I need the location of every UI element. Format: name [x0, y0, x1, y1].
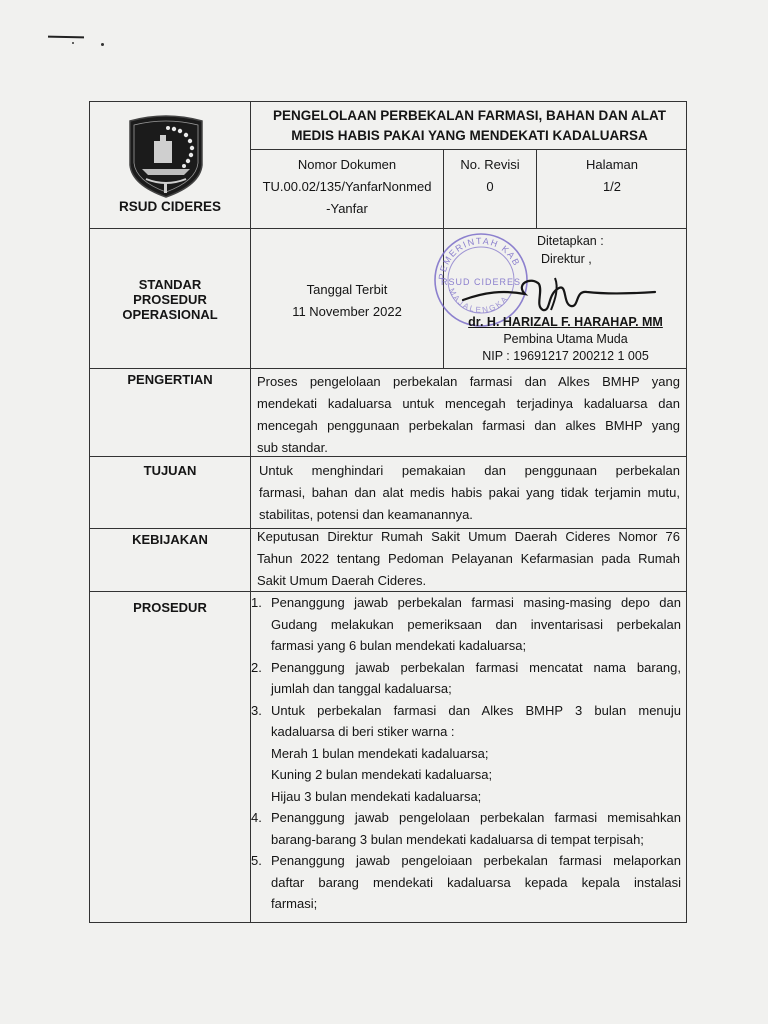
doc-number-value: TU.00.02/135/YanfarNonmed [262, 179, 432, 194]
step-number: 3. [251, 702, 262, 718]
procedure-step [251, 700, 681, 808]
hospital-name: RSUD CIDERES [118, 199, 221, 214]
step-line: farmasi yang 6 bulan mendekati kadaluarsa; [271, 638, 527, 653]
director-signature [455, 270, 665, 316]
step-number: 2. [251, 659, 262, 675]
row-divider [90, 368, 687, 369]
step-number: 5. [251, 853, 262, 868]
row-divider [250, 149, 687, 150]
step-line: kadaluarsa di beri stiker warna : [271, 724, 455, 739]
prosedur-list [251, 592, 681, 915]
set-role-text: Direktur , [541, 252, 592, 266]
set-by-text: Ditetapkan : [537, 234, 604, 248]
revision-cell [444, 154, 536, 198]
step-line: Merah 1 bulan mendekati kadaluarsa; [271, 745, 489, 761]
issue-date: 11 November 2022 [292, 304, 402, 319]
sop-table [89, 101, 687, 923]
stamp-text: RSUD CIDERES [440, 277, 522, 287]
sop-label-line: OPERASIONAL [122, 307, 218, 322]
text-line: Proses pengelolaan perbekalan farmasi dan Alkes BMHP yang [257, 374, 680, 389]
title-line: PENGELOLAAN PERBEKALAN FARMASI, BAHAN DAN ALAT [273, 108, 666, 123]
step-line: Kuning 2 bulan mendekati kadaluarsa; [271, 767, 493, 782]
tujuan-label: TUJUAN [143, 463, 197, 478]
text-line: Sakit Umum Daerah Cideres. [257, 573, 427, 588]
step-line: Hijau 3 bulan mendekati kadaluarsa; [271, 788, 482, 804]
stamp-text: MAJALENGKA [446, 286, 511, 315]
step-line: jumlah dan tanggal kadaluarsa; [271, 681, 452, 696]
sop-label-line: STANDAR [138, 277, 202, 292]
issue-cell [251, 279, 443, 323]
revision-label: No. Revisi [460, 157, 520, 172]
text-line: stabilitas, potensi dan keamanannya. [259, 507, 473, 522]
step-line: Penanggung jawab perbekalan farmasi masing-masing depo dan [271, 595, 681, 610]
set-by [537, 232, 617, 268]
director-rank: Pembina Utama Muda [503, 332, 628, 346]
ink-dot [101, 43, 104, 46]
hospital-logo [124, 113, 208, 199]
step-line: Penanggung jawab pengeloiaan perbekalan farmasi melaporkan [271, 853, 681, 868]
doc-number-cell [251, 154, 443, 220]
page-cell [537, 154, 687, 198]
kebijakan-label: KEBIJAKAN [132, 532, 208, 547]
page-label: Halaman [585, 157, 639, 172]
text-line: Tahun 2022 tentang Pedoman Pelayanan Kefarmasian pada Rumah [257, 551, 680, 566]
text-line: mencegah penggunaan perbekalan farmasi dan alkes BMHP yang [257, 418, 680, 433]
step-number: 1. [251, 595, 262, 610]
step-number: 4. [251, 810, 262, 825]
text-line: mendekati kadaluarsa untuk mencegah terjadinya kadaluarsa dan [257, 396, 680, 411]
revision-value: 0 [486, 179, 494, 194]
sop-label [90, 277, 250, 322]
text-line: Untuk menghindari pemakaian dan penggunaan perbekalan [259, 463, 680, 478]
text-line: sub standar. [257, 440, 328, 455]
row-divider [90, 228, 687, 229]
step-line: Penanggung jawab pengelolaan perbekalan farmasi memisahkan [271, 810, 681, 825]
pengertian-label: PENGERTIAN [127, 372, 213, 387]
director-nip: NIP : 19691217 200212 1 005 [482, 349, 649, 363]
doc-number-label: Nomor Dokumen [297, 157, 397, 172]
director-name: dr. H. HARIZAL F. HARAHAP. MM [468, 315, 663, 329]
step-line: daftar barang mendekati kadaluarsa kepada kepala instalasi [271, 874, 681, 890]
document-title [251, 106, 688, 146]
procedure-step [251, 592, 681, 657]
tujuan-text [259, 460, 680, 526]
doc-number-value: -Yanfar [326, 201, 368, 216]
page-value: 1/2 [602, 179, 622, 194]
step-line: barang-barang 3 bulan mendekati kadaluarsa di tempat terpisah; [271, 831, 644, 847]
pengertian-text [257, 371, 680, 459]
text-line: Keputusan Direktur Rumah Sakit Umum Daerah Cideres Nomor 76 [257, 529, 680, 544]
procedure-step [251, 657, 681, 700]
text-line: farmasi, bahan dan alat medis habis pakai yang tidak terjamin mutu, [259, 485, 680, 500]
procedure-step [251, 850, 681, 915]
prosedur-label: PROSEDUR [133, 600, 207, 615]
issue-label: Tanggal Terbit [306, 282, 388, 297]
ink-dot [72, 42, 74, 44]
step-line: Untuk perbekalan farmasi dan Alkes BMHP 3 bulan menuju [271, 702, 681, 718]
step-line: Gudang melakukan pemeriksaan dan inventarisasi perbekalan [271, 616, 681, 632]
title-line: MEDIS HABIS PAKAI YANG MENDEKATI KADALUARSA [291, 128, 648, 143]
step-line: Penanggung jawab perbekalan farmasi mencatat nama barang, [271, 659, 681, 675]
procedure-step [251, 807, 681, 850]
sop-label-line: PROSEDUR [133, 292, 207, 307]
pen-mark [48, 36, 84, 39]
step-line: farmasi; [271, 896, 318, 911]
stamp-text: PEMERINTAH KAB [436, 235, 523, 281]
kebijakan-text [257, 526, 680, 592]
director-block [444, 314, 687, 365]
